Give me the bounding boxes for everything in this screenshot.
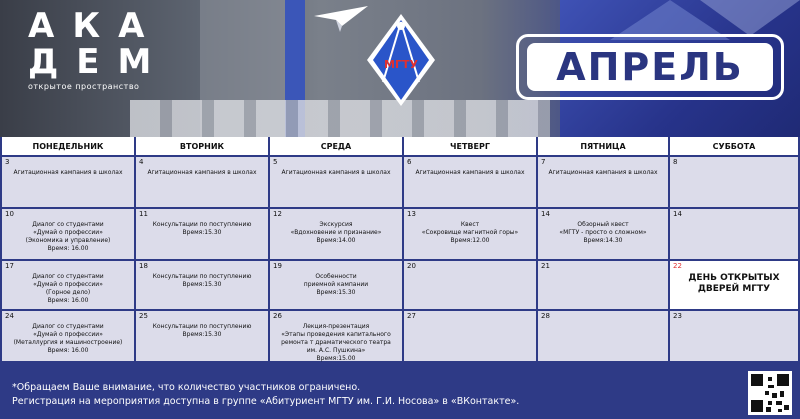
background-chairs	[130, 100, 550, 137]
event-text: Консультации по поступлению Время:15.30	[152, 323, 252, 338]
akadem-logo	[28, 8, 169, 91]
day-number: 3	[5, 158, 10, 166]
calendar-day-cell[interactable]	[670, 209, 798, 259]
event-text: Консультации по поступлению Время:15.30	[152, 221, 252, 236]
weekday-header: ВТОРНИК	[136, 137, 268, 155]
calendar-day-cell[interactable]	[670, 261, 798, 309]
day-number: 14	[673, 210, 682, 218]
university-emblem-icon	[365, 12, 437, 108]
calendar-day-cell[interactable]	[136, 157, 268, 207]
calendar-day-cell[interactable]	[670, 311, 798, 361]
event-text: Особенности приемной кампании Время:15.30	[303, 273, 369, 296]
calendar-grid	[2, 137, 798, 363]
qr-code-icon[interactable]	[748, 371, 792, 415]
day-number: 5	[273, 158, 278, 166]
day-number: 18	[139, 262, 148, 270]
logo-line-1: АКА	[28, 6, 163, 46]
event-text: Агитационная кампания в школах	[548, 169, 658, 176]
qr-module	[768, 377, 772, 381]
day-number: 13	[407, 210, 416, 218]
event-text: Диалог со студентами «Думай о профессии» (Металлургия и машиностроение) Время: 16.00	[13, 323, 123, 354]
event-text: Диалог со студентами «Думай о профессии» (Экономика и управление) Время: 16.00	[25, 221, 111, 252]
calendar-day-cell[interactable]	[136, 261, 268, 309]
qr-module	[766, 407, 771, 412]
calendar-day-cell[interactable]	[270, 311, 402, 361]
day-number: 20	[407, 262, 416, 270]
calendar-day-cell[interactable]	[2, 261, 134, 309]
day-number: 6	[407, 158, 412, 166]
calendar-day-cell[interactable]	[270, 209, 402, 259]
day-number: 10	[5, 210, 14, 218]
calendar-day-cell[interactable]	[670, 157, 798, 207]
open-day-event: ДЕНЬ ОТКРЫТЫХ ДВЕРЕЙ МГТУ	[688, 273, 780, 294]
qr-module	[751, 374, 763, 386]
day-number: 8	[673, 158, 678, 166]
day-number: 24	[5, 312, 14, 320]
event-text: Консультации по поступлению Время:15.30	[152, 273, 252, 288]
calendar-day-cell[interactable]	[2, 157, 134, 207]
day-number: 27	[407, 312, 416, 320]
qr-module	[772, 393, 777, 398]
calendar-day-cell[interactable]	[404, 157, 536, 207]
day-number: 7	[541, 158, 546, 166]
calendar-day-cell[interactable]	[270, 261, 402, 309]
event-text: Агитационная кампания в школах	[147, 169, 257, 176]
calendar-day-cell[interactable]	[2, 209, 134, 259]
qr-module	[784, 405, 789, 410]
calendar-day-cell[interactable]	[404, 261, 536, 309]
day-number: 25	[139, 312, 148, 320]
header-banner	[0, 0, 800, 137]
calendar-day-cell[interactable]	[404, 209, 536, 259]
month-frame	[516, 34, 784, 100]
calendar-day-cell[interactable]	[538, 157, 668, 207]
qr-module	[780, 391, 784, 397]
calendar-day-cell[interactable]	[538, 209, 668, 259]
calendar-day-cell[interactable]	[404, 311, 536, 361]
qr-module	[751, 400, 763, 412]
day-number: 23	[673, 312, 682, 320]
day-number: 4	[139, 158, 144, 166]
day-number: 19	[273, 262, 282, 270]
day-number: 17	[5, 262, 14, 270]
weekday-header: СУББОТА	[670, 137, 798, 155]
month-title: АПРЕЛЬ	[527, 43, 773, 91]
event-text: Агитационная кампания в школах	[415, 169, 525, 176]
event-text: Обзорный квест «МГТУ - просто о сложном» Время:14.30	[559, 221, 647, 244]
day-number: 12	[273, 210, 282, 218]
calendar-day-cell[interactable]	[136, 209, 268, 259]
paper-plane-icon	[312, 4, 372, 34]
footer-note	[12, 381, 519, 409]
day-number: 21	[541, 262, 550, 270]
decor-triangle	[700, 0, 800, 36]
event-text: Диалог со студентами «Думай о профессии» (Горное дело) Время: 16.00	[32, 273, 104, 304]
event-text: Экскурсия «Вдохновение и признание» Время:14.00	[290, 221, 382, 244]
weekday-header: ПОНЕДЕЛЬНИК	[2, 137, 134, 155]
day-number: 22	[673, 262, 682, 270]
calendar-day-cell[interactable]	[538, 311, 668, 361]
logo-subtitle: открытое пространство	[28, 82, 140, 91]
footer-line-1: *Обращаем Ваше внимание, что количество участников ограничено.	[12, 382, 361, 393]
calendar-day-cell[interactable]	[2, 311, 134, 361]
calendar-day-cell[interactable]	[270, 157, 402, 207]
event-text: Квест «Сокровище магнитной горы» Время:12.00	[421, 221, 519, 244]
qr-module	[768, 401, 772, 405]
footer	[0, 363, 800, 419]
emblem-label: МГТУ	[384, 58, 418, 71]
event-text: Лекция-презентация «Этапы проведения капитального ремонта т драматического театра им. А.С. Пушкина» Время:15.00	[281, 323, 391, 362]
weekday-header: ЧЕТВЕРГ	[404, 137, 536, 155]
qr-module	[778, 409, 782, 412]
calendar-day-cell[interactable]	[136, 311, 268, 361]
event-text: Агитационная кампания в школах	[281, 169, 391, 176]
event-text: Агитационная кампания в школах	[13, 169, 123, 176]
day-number: 14	[541, 210, 550, 218]
weekday-header: СРЕДА	[270, 137, 402, 155]
day-number: 11	[139, 210, 148, 218]
qr-module	[765, 391, 769, 395]
day-number: 28	[541, 312, 550, 320]
qr-module	[776, 401, 782, 405]
weekday-header: ПЯТНИЦА	[538, 137, 668, 155]
qr-module	[777, 374, 789, 386]
footer-line-2: Регистрация на мероприятия доступна в группе «Абитуриент МГТУ им. Г.И. Носова» в «ВКонтакте».	[12, 396, 520, 407]
day-number: 26	[273, 312, 282, 320]
logo-line-2: ДЕМ	[28, 42, 170, 82]
calendar-day-cell[interactable]	[538, 261, 668, 309]
qr-module	[768, 385, 774, 388]
